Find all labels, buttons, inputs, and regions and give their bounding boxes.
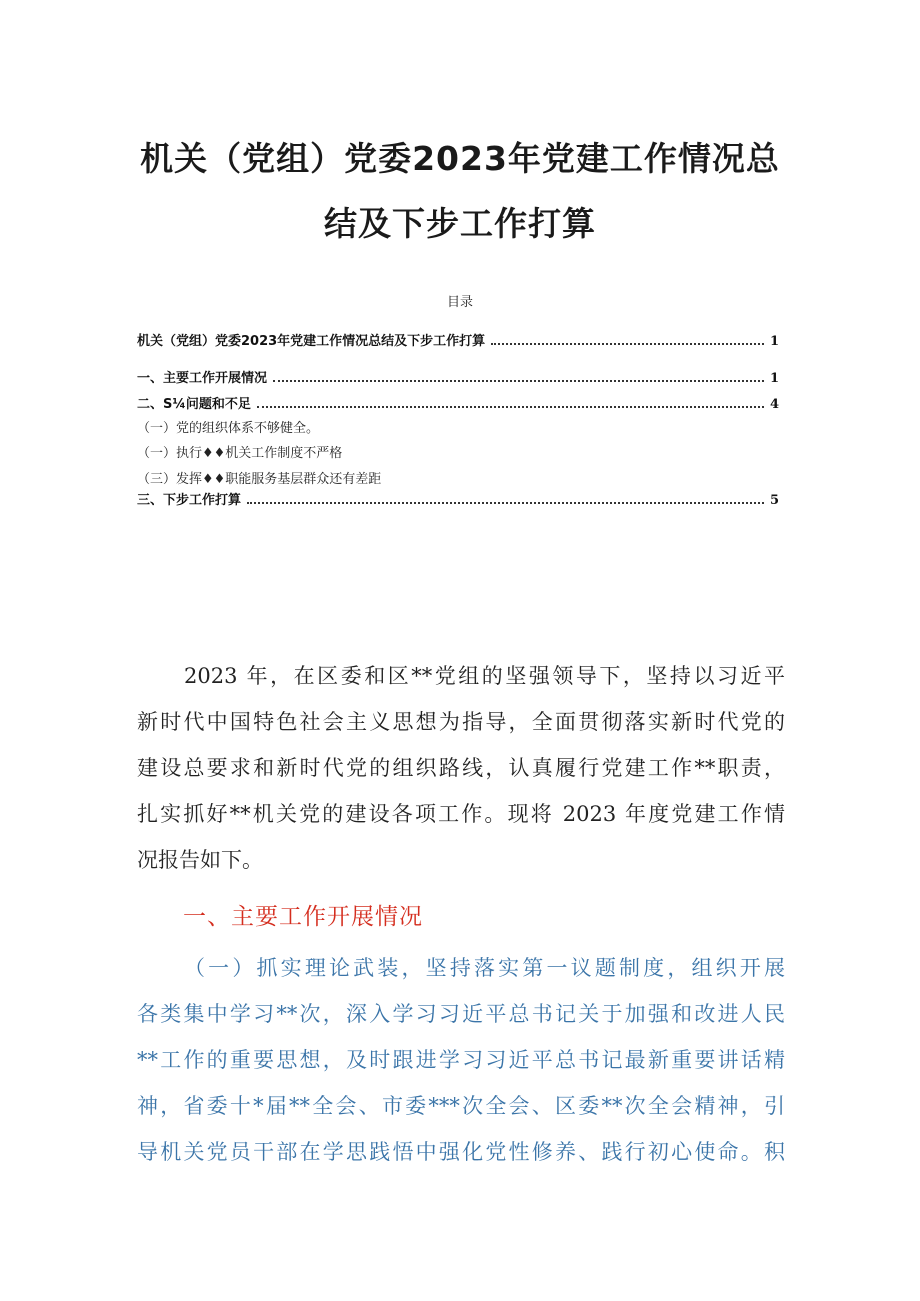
toc-dot-leader — [257, 405, 764, 408]
toc-heading: 目录 — [446, 295, 473, 310]
toc-dot-leader — [491, 342, 764, 345]
intro-paragraph — [137, 653, 785, 883]
toc-entry-page: 1 — [769, 371, 779, 386]
toc-entry-page: 1 — [769, 334, 779, 349]
paragraph-line: 新时代中国特色社会主义思想为指导，全面贯彻落实新时代党的 — [137, 710, 785, 734]
paragraph-line: 导机关党员干部在学思践悟中强化党性修养、践行初心使命。积 — [137, 1140, 785, 1164]
paragraph-line: 况报告如下。 — [137, 848, 263, 872]
paragraph-line: 建设总要求和新时代党的组织路线，认真履行党建工作**职责， — [137, 756, 785, 780]
toc-subentry[interactable]: （一）党的组织体系不够健全。 — [137, 421, 320, 436]
toc-entry-text: 二、S¼问题和不足 — [137, 397, 251, 412]
section1-paragraph — [137, 945, 785, 1175]
toc-entry[interactable] — [137, 394, 779, 412]
paragraph-line: **工作的重要思想，及时跟进学习习近平总书记最新重要讲话精 — [137, 1048, 785, 1072]
document-title-line1: 机关（党组）党委2023年党建工作情况总 — [140, 139, 780, 178]
paragraph-line: 扎实抓好**机关党的建设各项工作。现将 2023 年度党建工作情 — [137, 802, 785, 826]
section-heading: 一、主要工作开展情况 — [183, 904, 423, 930]
toc-entry-page: 4 — [769, 397, 779, 412]
toc-entry-text: 一、主要工作开展情况 — [137, 371, 268, 386]
document-title-line2: 结及下步工作打算 — [324, 204, 596, 243]
toc-entry-page: 5 — [769, 493, 779, 508]
toc-dot-leader — [247, 501, 764, 504]
paragraph-line: （一）抓实理论武装，坚持落实第一议题制度，组织开展 — [184, 956, 785, 980]
toc-entry-text: 三、下步工作打算 — [137, 493, 242, 508]
toc-entry[interactable] — [137, 331, 779, 349]
toc-entry-text: 机关（党组）党委2023年党建工作情况总结及下步工作打算 — [137, 334, 486, 349]
toc-entry[interactable] — [137, 368, 779, 386]
toc-entry[interactable] — [137, 490, 779, 508]
toc-subentry[interactable]: （一）执行♦♦机关工作制度不严格 — [137, 446, 343, 461]
paragraph-line: 2023 年，在区委和区**党组的坚强领导下，坚持以习近平 — [184, 664, 785, 688]
paragraph-line: 各类集中学习**次，深入学习习近平总书记关于加强和改进人民 — [137, 1002, 785, 1026]
paragraph-line: 神，省委十*届**全会、市委***次全会、区委**次全会精神，引 — [137, 1094, 785, 1118]
toc-dot-leader — [273, 379, 764, 382]
toc-subentry[interactable]: （三）发挥♦♦职能服务基层群众还有差距 — [137, 472, 382, 487]
